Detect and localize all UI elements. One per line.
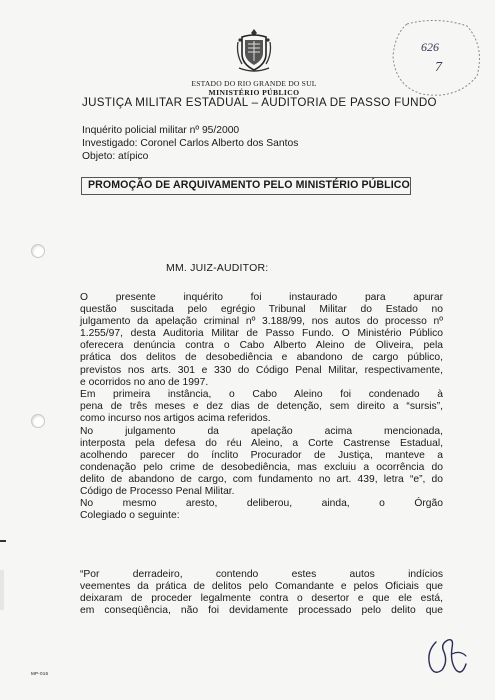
edge-mark: [0, 540, 6, 542]
text-line: delito de abandono de cargo, com fundamento no art. 439, letra “e”, do: [80, 474, 443, 486]
text-line: oferecera denúncia contra o Cabo Alberto Aleino de Oliveira, pela: [80, 340, 443, 352]
text-line: interposta pela defesa do réu Aleino, a Corte Castrense Estadual,: [80, 438, 443, 450]
text-line: prática dos delitos de desobediência e abandono de cargo público,: [80, 352, 443, 364]
text-line: No julgamento da apelação acima mencionada,: [80, 426, 443, 437]
text-line: julgamento da apelação criminal nº 3.188/99, nos autos do processo nº: [80, 316, 443, 328]
text-line: como incurso nos artigos acima referidos.: [80, 413, 271, 425]
coat-of-arms-icon: [236, 28, 272, 74]
stamp-mark: 7: [435, 60, 442, 75]
text-line: Em primeira instância, o Cabo Aleino foi condenado à: [80, 389, 443, 400]
text-line: e ocorridos no ano de 1997.: [80, 376, 209, 388]
ministry-name: MINISTÉRIO PÚBLICO: [208, 88, 300, 97]
salutation: MM. JUIZ-AUDITOR:: [166, 262, 269, 274]
text-line: pena de três meses e dez dias de detenção, sem direito a “sursis”,: [80, 401, 443, 413]
text-line: acolhendo parecer do ínclito Procurador de Justiça, manteve a: [80, 450, 443, 462]
inquiry-number: Inquérito policial militar nº 95/2000: [82, 125, 240, 136]
text-line: veementes da prática de delitos pelo Comandante e pelos Oficiais que: [80, 581, 443, 593]
text-line: Código de Processo Penal Militar.: [80, 486, 235, 498]
document-title: PROMOÇÃO DE ARQUIVAMENTO PELO MINISTÉRIO PÚBLICO: [88, 179, 410, 191]
text-line: previstos nos arts. 301 e 330 do Código Penal Militar, respectivamente,: [80, 364, 443, 376]
page-number-stamp: [387, 16, 485, 100]
text-line: questão suscitada pelo egrégio Tribunal Militar do Estado no: [80, 304, 443, 316]
text-line: No mesmo aresto, deliberou, ainda, o Órgão: [80, 498, 443, 509]
paragraph-3: [80, 426, 443, 499]
paragraph-1: [80, 292, 443, 389]
text-line: condenação pelo crime de desobediência, mas excluiu a ocorrência do: [80, 462, 443, 474]
text-line: O presente inquérito foi instaurado para apurar: [80, 292, 443, 303]
text-line: 1.255/97, desta Auditoria Militar de Passo Fundo. O Ministério Público: [80, 328, 443, 340]
investigated-person: Investigado: Coronel Carlos Alberto dos Santos: [82, 138, 299, 149]
text-line: Colegiado o seguinte:: [80, 510, 180, 522]
text-line: em conseqüência, não foi devidamente processado pelo delito que: [80, 605, 443, 617]
punch-hole: [31, 244, 45, 258]
court-name: JUSTIÇA MILITAR ESTADUAL – AUDITORIA DE PASSO FUNDO: [82, 96, 437, 109]
text-line: “Por derradeiro, contendo estes autos indícios: [80, 569, 443, 580]
paragraph-2: [80, 389, 443, 425]
handwritten-initials-icon: [422, 634, 472, 680]
edge-shadow: [0, 570, 4, 610]
text-line: deixaram de proceder legalmente contra o desertor e que ele está,: [80, 593, 443, 605]
state-name: ESTADO DO RIO GRANDE DO SUL: [191, 79, 317, 88]
quotation-paragraph: [80, 569, 443, 617]
form-code: MP-016: [31, 671, 49, 676]
punch-hole: [31, 414, 45, 428]
stamp-number: 626: [421, 40, 439, 54]
paragraph-4: [80, 498, 443, 522]
object-line: Objeto: atípico: [82, 151, 149, 162]
